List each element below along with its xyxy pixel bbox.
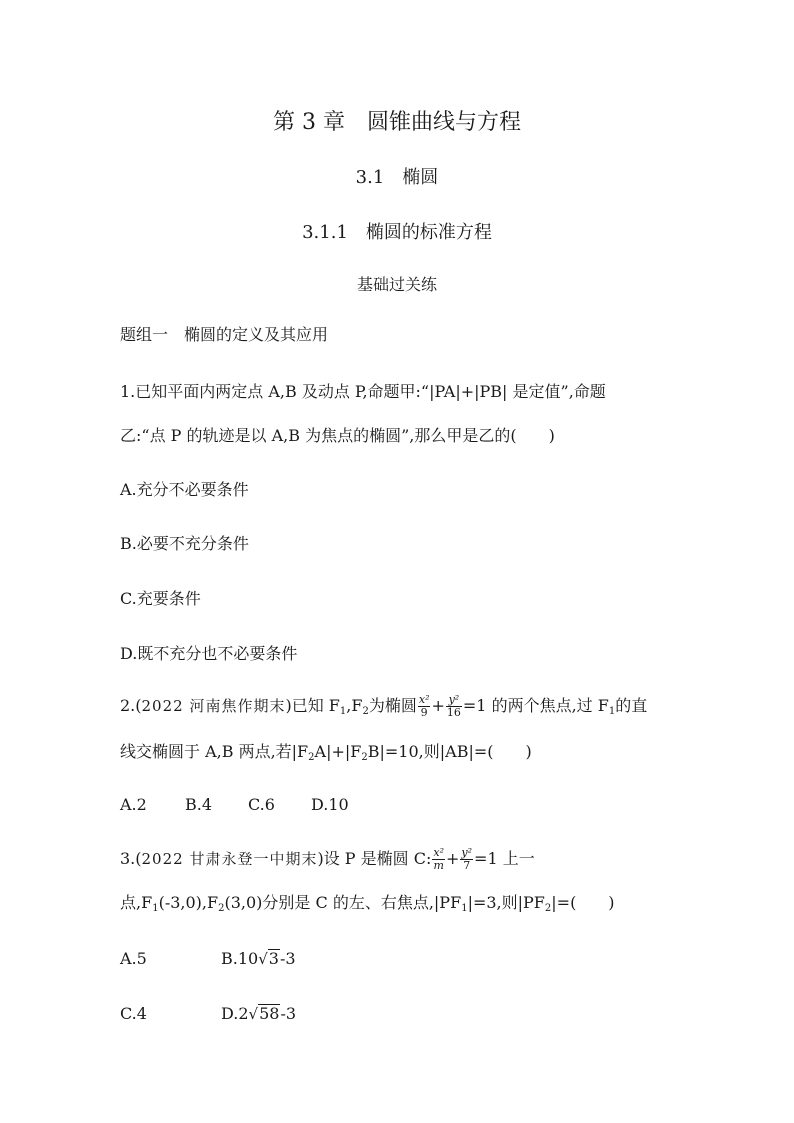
radicand: 3 [268, 949, 279, 968]
group-title: 题组一 椭圆的定义及其应用 [120, 325, 329, 344]
q3-text: |=( ) [551, 893, 615, 912]
q2-text: ,F [346, 696, 363, 715]
option-text: D.2 [221, 1004, 249, 1023]
fraction-denominator: m [433, 859, 444, 872]
sqrt-symbol: √ [248, 1005, 259, 1023]
subscript: 1 [608, 706, 616, 717]
q3-line2 [120, 893, 615, 914]
q3-text: =1 上一 [474, 849, 535, 868]
fraction-numerator: y² [461, 846, 473, 860]
q3-option-d [221, 1004, 296, 1023]
q2-number: 2.( [120, 696, 142, 715]
subscript: 1 [461, 903, 468, 914]
fraction-numerator: x² [418, 693, 430, 707]
fraction-denominator: 16 [446, 706, 461, 719]
q2-option-a: A.2 [120, 795, 147, 814]
q2-text: 的直 [615, 696, 648, 715]
sqrt-symbol: √ [258, 950, 268, 968]
q3-option-c: C.4 [120, 1004, 147, 1023]
q1-option-d: D.既不充分也不必要条件 [120, 644, 298, 663]
q3-option-b [221, 949, 296, 968]
option-text: -3 [279, 949, 296, 968]
fraction-numerator: x² [433, 846, 444, 860]
q2-line1 [120, 688, 647, 724]
q2-text: 为椭圆 [368, 696, 417, 715]
fraction-x2-over-9 [418, 694, 431, 718]
option-text: -3 [280, 1004, 297, 1023]
subscript: 2 [362, 706, 369, 717]
q2-option-d: D.10 [311, 795, 349, 814]
subscript: 2 [218, 903, 225, 914]
subsection-title: 3.1.1 椭圆的标准方程 [302, 222, 492, 243]
q1-option-a: A.充分不必要条件 [120, 480, 249, 499]
q3-options-row1 [120, 949, 296, 968]
q3-text: 点,F [120, 893, 153, 912]
q1-option-b: B.必要不充分条件 [120, 534, 249, 553]
practice-label: 基础过关练 [356, 275, 437, 294]
q2-text: )已知 F [285, 696, 340, 715]
q3-text: )设 P 是椭圆 C: [317, 849, 432, 868]
q2-line2 [120, 742, 532, 763]
plus-sign: + [431, 696, 445, 715]
fraction-denominator: 7 [463, 859, 471, 872]
plus-sign: + [446, 849, 460, 868]
q1-line1: 1.已知平面内两定点 A,B 及动点 P,命题甲:“|PA|+|PB| 是定值”,命题 [120, 382, 606, 401]
subscript: 2 [544, 903, 552, 914]
q3-text: (-3,0),F [158, 893, 219, 912]
q3-option-a: A.5 [120, 949, 147, 968]
q1-line2: 乙:“点 P 的轨迹是以 A,B 为焦点的椭圆”,那么甲是乙的( ) [120, 426, 555, 445]
fraction-x2-over-m [432, 847, 445, 871]
fraction-y2-over-16 [446, 694, 462, 718]
subscript: 1 [339, 706, 347, 717]
fraction-denominator: 9 [420, 706, 428, 719]
q3-text: (3,0)分别是 C 的左、右焦点,|PF [224, 893, 462, 912]
q1-option-c: C.充要条件 [120, 589, 201, 608]
radicand: 58 [259, 1004, 280, 1023]
subscript: 2 [308, 752, 315, 763]
q3-line1 [120, 841, 535, 877]
q2-text: =1 的两个焦点,过 F [462, 696, 609, 715]
q3-text: |=3,则|PF [467, 893, 545, 912]
q2-option-b: B.4 [185, 795, 213, 814]
q2-text: A|+|F [314, 742, 362, 761]
fraction-y2-over-7 [460, 847, 473, 871]
q3-number: 3.( [120, 849, 142, 868]
chapter-title: 第 3 章 圆锥曲线与方程 [273, 110, 521, 135]
option-text: B.10 [221, 949, 259, 968]
subscript: 2 [361, 752, 368, 763]
q2-option-c: C.6 [248, 795, 275, 814]
section-title: 3.1 椭圆 [355, 167, 439, 188]
q2-text: B|=10,则|AB|=( ) [367, 742, 532, 761]
subscript: 1 [152, 903, 159, 914]
q2-text: 线交椭圆于 A,B 两点,若|F [120, 742, 309, 761]
q2-options [120, 797, 349, 813]
fraction-numerator: y² [446, 694, 462, 707]
q2-source: 2022 河南焦作期末 [141, 697, 286, 715]
q3-options-row2 [120, 1004, 296, 1023]
q3-source: 2022 甘肃永登一中期末 [141, 850, 318, 868]
